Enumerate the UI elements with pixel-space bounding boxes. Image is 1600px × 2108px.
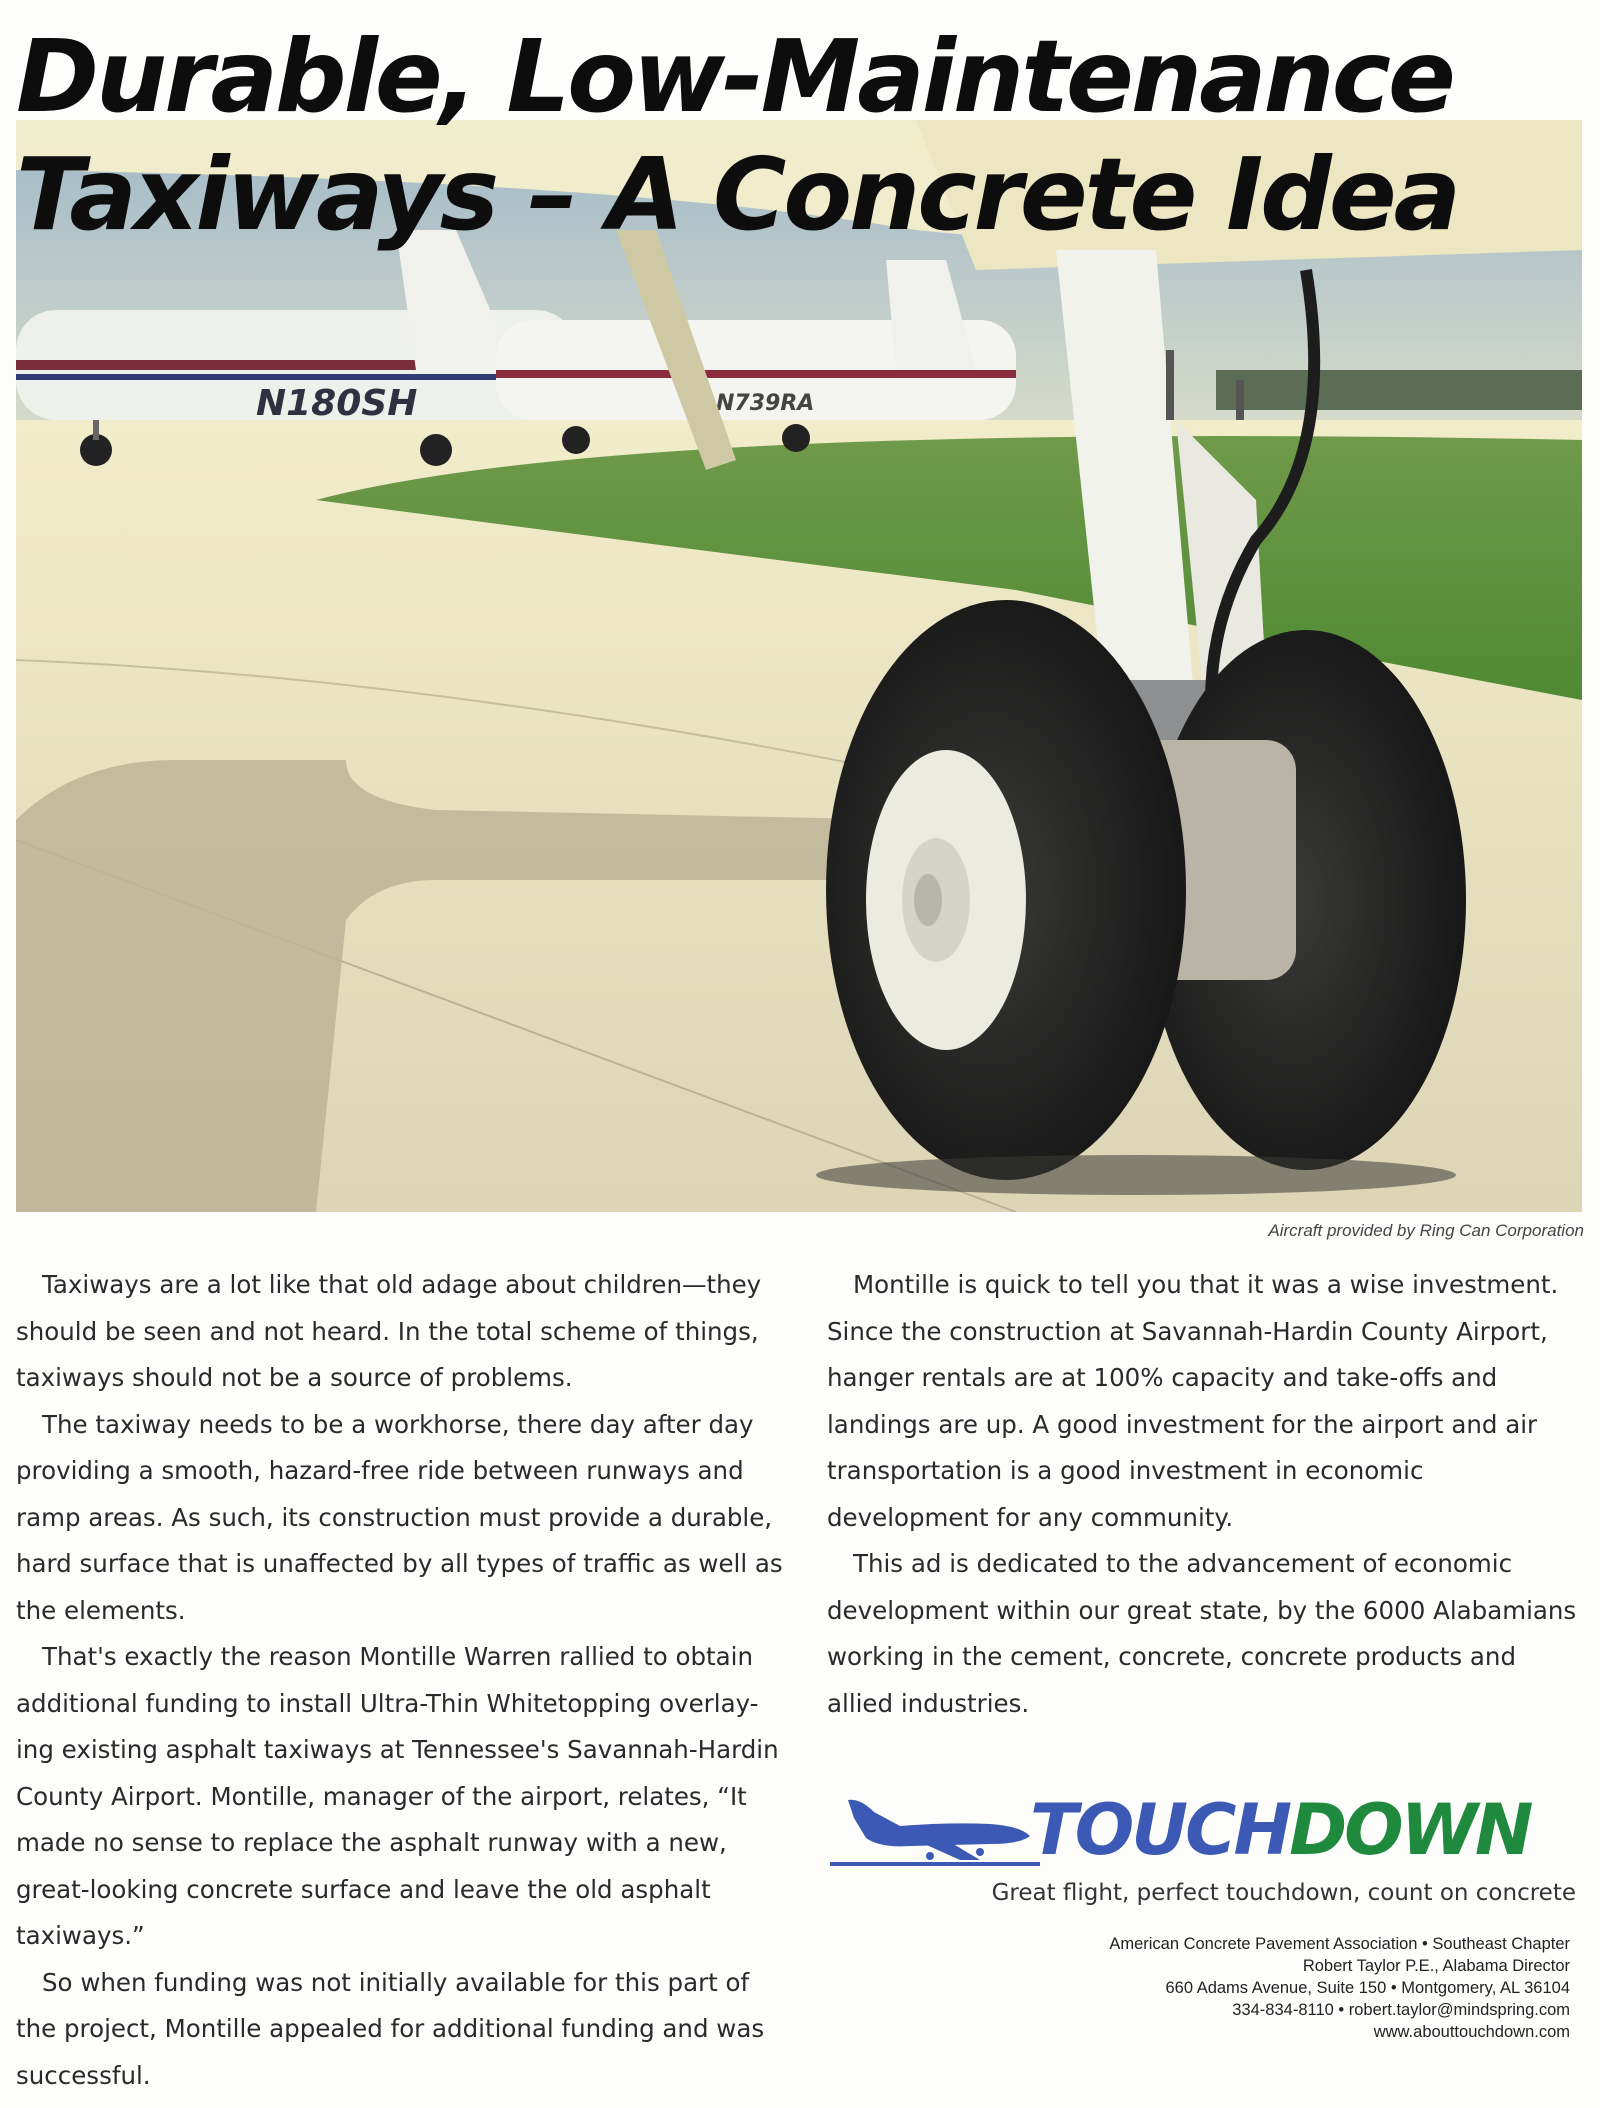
organization: American Concrete Pavement Association • Southeast Chapter — [1109, 1935, 1570, 1953]
paragraph: So when funding was not initially available for this part of the project, Montille appealed for additional funding and was successful. — [16, 1967, 765, 2090]
address: 660 Adams Avenue, Suite 150 • Montgomery, AL 36104 — [1165, 1979, 1570, 1997]
wordmark-down: DOWN — [1289, 1789, 1531, 1871]
body-column-right — [827, 1262, 1587, 1727]
body-column-left — [16, 1262, 796, 2099]
airplane-icon — [830, 1778, 1040, 1878]
svg-text:N180SH: N180SH — [256, 383, 418, 424]
headline — [16, 18, 1596, 254]
contact-person: Robert Taylor P.E., Alabama Director — [1302, 1957, 1570, 1975]
landing-gear-photo — [16, 120, 1582, 1212]
touchdown-logo — [830, 1778, 1590, 1878]
headline-line-2: Taxiways – A Concrete Idea — [16, 136, 1459, 253]
paragraph: That's exactly the reason Montille Warren rallied to obtain additional funding to install Ultra-Thin Whitetopping overlay-ing existing asphalt taxiways at Tennessee's Savannah-Hardin County Airport. Montille, manager of the airport, relates, “It made no sense to replace the asphalt runway with a new, great-looking concrete surface and leave the old asphalt taxiways.” — [16, 1642, 779, 1950]
paragraph: Montille is quick to tell you that it was a wise investment. Since the construction at Savannah-Hardin County Airport, hanger rentals are at 100% capacity and take-offs and landings are up. A good investment for the airport and air transportation is a good investment in economic development for any community. — [827, 1270, 1559, 1532]
tagline: Great flight, perfect touchdown, count on concrete — [991, 1880, 1576, 1906]
paragraph: This ad is dedicated to the advancement of economic development within our great state, by the 6000 Alabamians working in the cement, concrete, concrete products and allied industries. — [827, 1549, 1577, 1718]
front-tire — [826, 600, 1186, 1180]
hero-photo — [16, 120, 1582, 1212]
paragraph: The taxiway needs to be a workhorse, there day after day providing a smooth, hazard-free ride between runways and ramp areas. As such, its construction must provide a durable, hard surface that is unaffected by all types of traffic as well as the elements. — [16, 1409, 783, 1625]
phone-email: 334-834-8110 • robert.taylor@mindspring.com — [1232, 2001, 1570, 2019]
contact-block — [1109, 1933, 1570, 2043]
headline-line-1: Durable, Low-Maintenance — [16, 18, 1453, 135]
svg-text:N739RA: N739RA — [716, 391, 815, 416]
touchdown-wordmark — [1030, 1790, 1530, 1870]
website-link[interactable]: www.abouttouchdown.com — [1373, 2023, 1570, 2041]
wordmark-touch: TOUCH — [1030, 1789, 1290, 1871]
photo-credit: Aircraft provided by Ring Can Corporation — [1268, 1221, 1584, 1240]
paragraph: Taxiways are a lot like that old adage about children—they should be seen and not heard. In the total scheme of things, taxiways should not be a source of problems. — [16, 1270, 762, 1392]
